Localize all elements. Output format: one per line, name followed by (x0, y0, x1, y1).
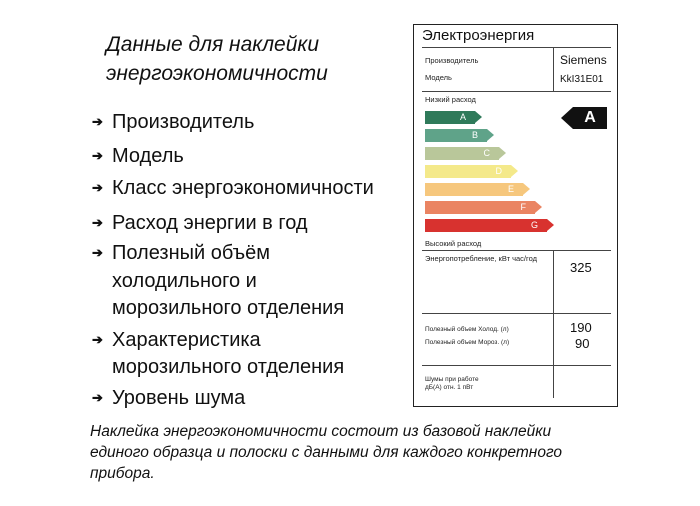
energy-class-bar-c (425, 147, 506, 160)
consumption-label: Энергопотребление, кВт час/год (425, 254, 537, 263)
energy-class-value: A (573, 107, 607, 129)
arrow-right-icon: ➔ (92, 215, 103, 230)
label-header: Электроэнергия (422, 27, 535, 44)
caption-line-2: единого образца и полоски с данными для каждого конкретного (90, 444, 563, 461)
list-item-text: Модель (112, 145, 184, 167)
list-item-text: Класс энергоэкономичности (112, 177, 374, 199)
list-item-text-line-2: морозильного отделения (112, 356, 345, 378)
title-line-2: энергоэкономичности (106, 62, 328, 85)
fridge-volume-label: Полезный объем Холод. (л) (425, 326, 509, 333)
arrow-right-icon: ➔ (92, 390, 103, 405)
energy-class-bar-f (425, 201, 542, 214)
list-item-text-line-1: Характеристика (112, 329, 261, 351)
energy-class-letter: A (459, 112, 466, 122)
noise-label-line-2: дБ(А) отн. 1 пВт (425, 384, 474, 391)
energy-class-letter: E (507, 184, 514, 194)
noise-label-line-1: Шумы при работе (425, 376, 479, 383)
manufacturer-value: Siemens (560, 53, 607, 67)
energy-class-bar-b (425, 129, 494, 142)
energy-class-letter: D (495, 166, 502, 176)
list-item-text-line-1: Полезный объём (112, 242, 271, 264)
energy-class-letter: B (471, 130, 478, 140)
list-item-text: Расход энергии в год (112, 212, 308, 234)
energy-class-indicator (561, 107, 607, 129)
divider (422, 313, 611, 314)
high-consumption-label: Высокий расход (425, 239, 482, 248)
arrow-right-icon: ➔ (92, 245, 103, 260)
caption (90, 421, 650, 484)
arrow-right-icon: ➔ (92, 332, 103, 347)
energy-class-letter: F (520, 202, 526, 212)
model-value: KkI31E01 (560, 74, 604, 85)
freezer-volume-label: Полезный объем Мороз. (л) (425, 339, 510, 346)
arrow-right-icon: ➔ (92, 114, 103, 129)
caption-line-1: Наклейка энергоэкономичности состоит из базовой наклейки (90, 423, 552, 440)
freezer-volume-value: 90 (575, 336, 590, 351)
energy-class-letter: G (530, 220, 538, 230)
list-item-text-line-2: холодильного и (112, 270, 257, 292)
arrow-right-icon: ➔ (92, 148, 103, 163)
indicator-pointer (561, 107, 573, 129)
divider (422, 365, 611, 366)
title-line-1: Данные для наклейки (106, 33, 319, 56)
energy-class-bar-g (425, 219, 554, 232)
list-item-text: Производитель (112, 111, 255, 133)
model-label: Модель (425, 73, 452, 82)
divider (553, 47, 554, 91)
energy-label (413, 24, 618, 407)
energy-class-bar-d (425, 165, 518, 178)
energy-class-bar-a (425, 111, 482, 124)
energy-class-letter: C (483, 148, 490, 158)
divider (422, 47, 611, 48)
manufacturer-label: Производитель (425, 56, 479, 65)
energy-class-bar-e (425, 183, 530, 196)
consumption-value: 325 (570, 260, 592, 275)
fridge-volume-value: 190 (570, 320, 592, 335)
caption-line-3: прибора. (90, 465, 155, 482)
divider (422, 91, 611, 92)
list-item-text-line-3: морозильного отделения (112, 297, 345, 319)
page-title (106, 30, 386, 88)
divider (553, 250, 554, 398)
low-consumption-label: Низкий расход (425, 95, 476, 104)
arrow-right-icon: ➔ (92, 180, 103, 195)
noise-label (425, 376, 479, 392)
divider (422, 250, 611, 251)
list-item-text: Уровень шума (112, 387, 246, 409)
